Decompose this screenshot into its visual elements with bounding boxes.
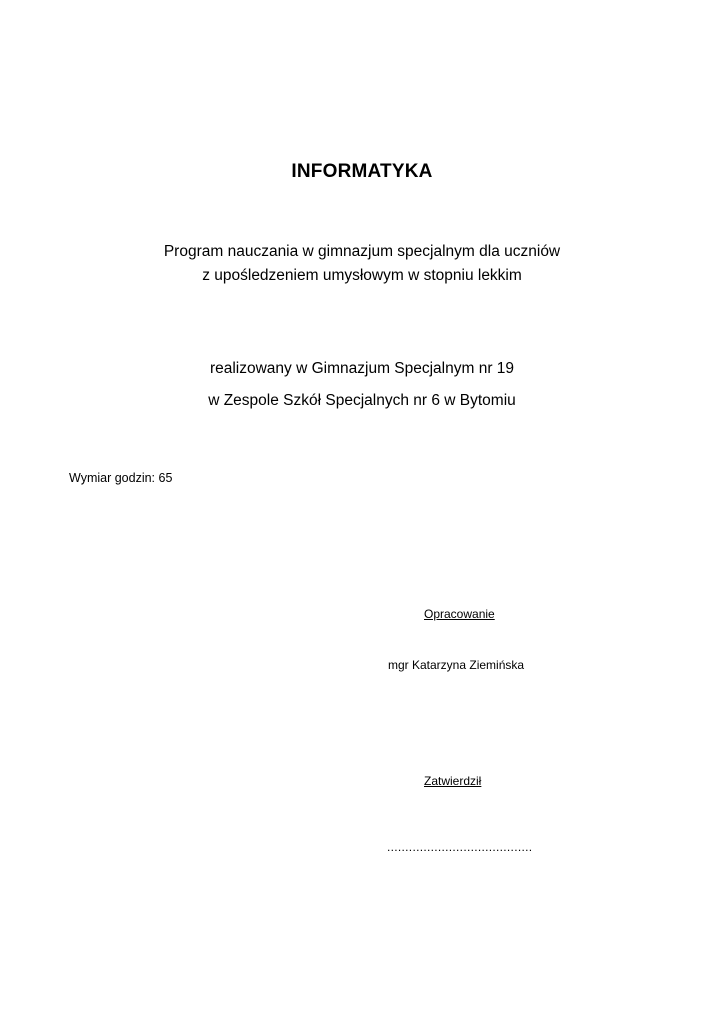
signature-placeholder: ........................................	[387, 840, 533, 854]
author-name: mgr Katarzyna Ziemińska	[388, 658, 525, 672]
subtitle-line-2: z upośledzeniem umysłowym w stopniu lekkim	[202, 267, 522, 284]
approved-label: Zatwierdził	[424, 774, 482, 788]
subtitle-line-1: Program nauczania w gimnazjum specjalnym dla uczniów	[163, 243, 561, 260]
document-title: INFORMATYKA	[291, 161, 433, 182]
school-line-1: realizowany w Gimnazjum Specjalnym nr 19	[209, 360, 515, 377]
school-line-2: w Zespole Szkół Specjalnych nr 6 w Bytomiu	[208, 392, 516, 409]
prepared-label: Opracowanie	[424, 607, 495, 621]
hours-text: Wymiar godzin: 65	[69, 471, 173, 485]
